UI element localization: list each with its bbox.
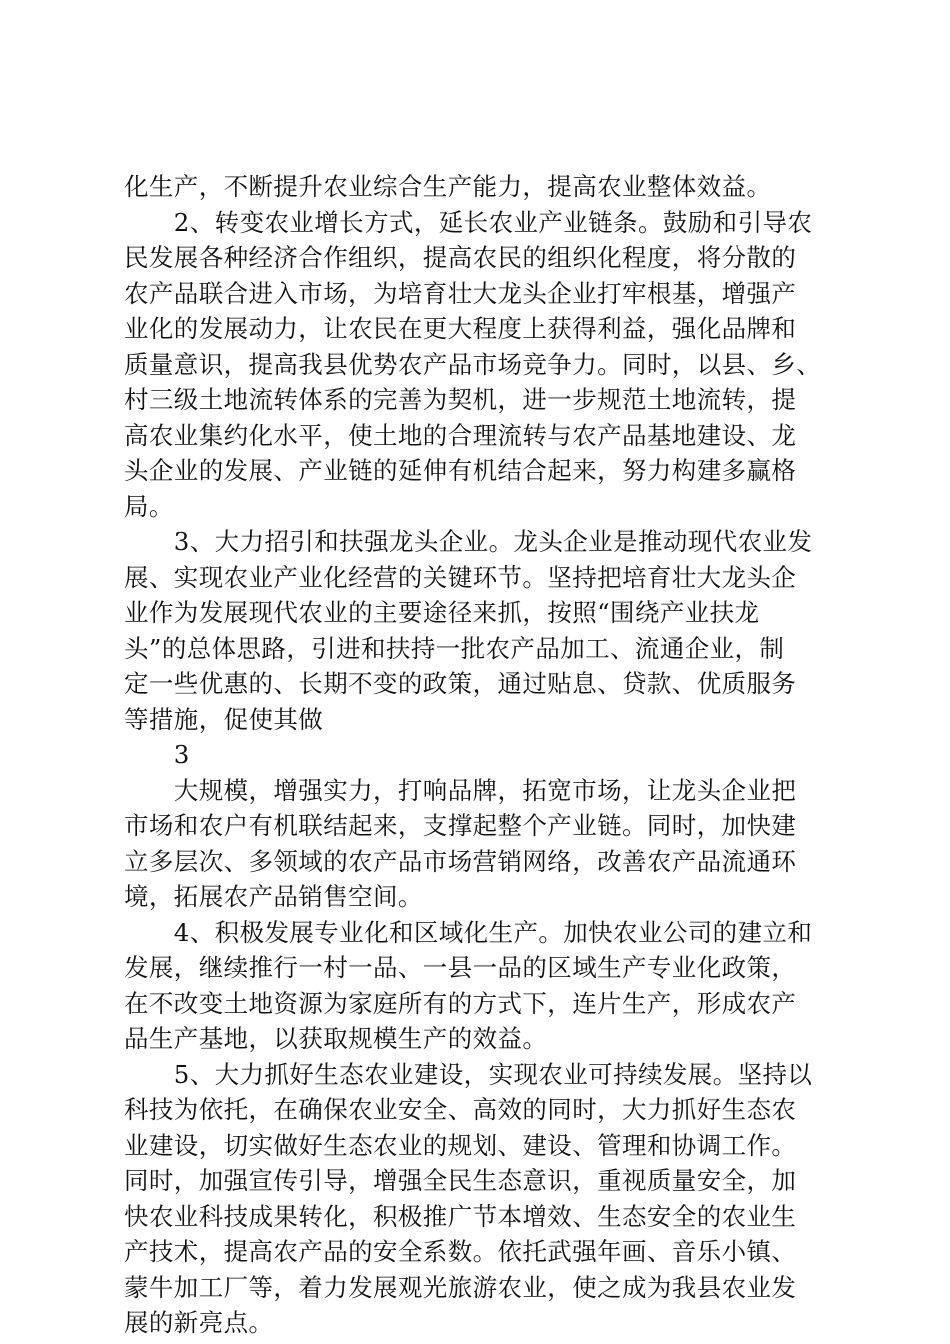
- text-line: 质量意识，提高我县优势农产品市场竞争力。同时，以县、乡、: [124, 350, 822, 379]
- text-line: 民发展各种经济合作组织，提高农民的组织化程度，将分散的: [124, 243, 797, 272]
- text-line: 品生产基地，以获取规模生产的效益。: [124, 1024, 548, 1053]
- text-line: 境，拓展农产品销售空间。: [124, 882, 423, 911]
- text-line: 3、大力招引和扶强龙头企业。龙头企业是推动现代农业发: [124, 527, 813, 556]
- text-line: 5、大力抓好生态农业建设，实现农业可持续发展。坚持以: [124, 1060, 813, 1089]
- page-number-inline: 3: [124, 740, 190, 769]
- text-line: 展的新亮点。: [124, 1308, 274, 1337]
- text-line: 展、实现农业产业化经营的关键环节。坚持把培育壮大龙头企: [124, 563, 797, 592]
- text-line: 等措施，促使其做: [124, 705, 324, 734]
- text-line: 市场和农户有机联结起来，支撑起整个产业链。同时，加快建: [124, 811, 797, 840]
- text-line: 科技为依托，在确保农业安全、高效的同时，大力抓好生态农: [124, 1095, 797, 1124]
- text-line: 化生产，不断提升农业综合生产能力，提高农业整体效益。: [124, 172, 772, 201]
- text-line: 业建设，切实做好生态农业的规划、建设、管理和协调工作。: [124, 1131, 797, 1160]
- text-line: 定一些优惠的、长期不变的政策，通过贴息、贷款、优质服务: [124, 669, 797, 698]
- text-line: 头企业的发展、产业链的延伸有机结合起来，努力构建多赢格: [124, 456, 797, 485]
- text-line: 在不改变土地资源为家庭所有的方式下，连片生产，形成农产: [124, 989, 797, 1018]
- text-line: 局。: [124, 492, 174, 521]
- text-line: 4、积极发展专业化和区域化生产。加快农业公司的建立和: [124, 918, 813, 947]
- text-line: 蒙牛加工厂等，着力发展观光旅游农业，使之成为我县农业发: [124, 1273, 797, 1302]
- text-line: 头”的总体思路，引进和扶持一批农产品加工、流通企业，制: [124, 634, 785, 663]
- text-line: 发展，继续推行一村一品、一县一品的区域生产专业化政策，: [124, 953, 797, 982]
- text-line: 高农业集约化水平，使土地的合理流转与农产品基地建设、龙: [124, 421, 797, 450]
- text-line: 业化的发展动力，让农民在更大程度上获得利益，强化品牌和: [124, 314, 797, 343]
- text-line: 村三级土地流转体系的完善为契机，进一步规范土地流转，提: [124, 385, 797, 414]
- text-line: 2、转变农业增长方式，延长农业产业链条。鼓励和引导农: [124, 208, 813, 237]
- text-line: 大规模，增强实力，打响品牌，拓宽市场，让龙头企业把: [124, 776, 797, 805]
- text-line: 农产品联合进入市场，为培育壮大龙头企业打牢根基，增强产: [124, 279, 797, 308]
- text-line: 快农业科技成果转化，积极推广节本增效、生态安全的农业生: [124, 1202, 797, 1231]
- text-line: 立多层次、多领域的农产品市场营销网络，改善农产品流通环: [124, 847, 797, 876]
- text-line: 同时，加强宣传引导，增强全民生态意识，重视质量安全，加: [124, 1166, 797, 1195]
- text-line: 业作为发展现代农业的主要途径来抓，按照“围绕产业扶龙: [124, 598, 760, 627]
- text-line: 产技术，提高农产品的安全系数。依托武强年画、音乐小镇、: [124, 1237, 797, 1266]
